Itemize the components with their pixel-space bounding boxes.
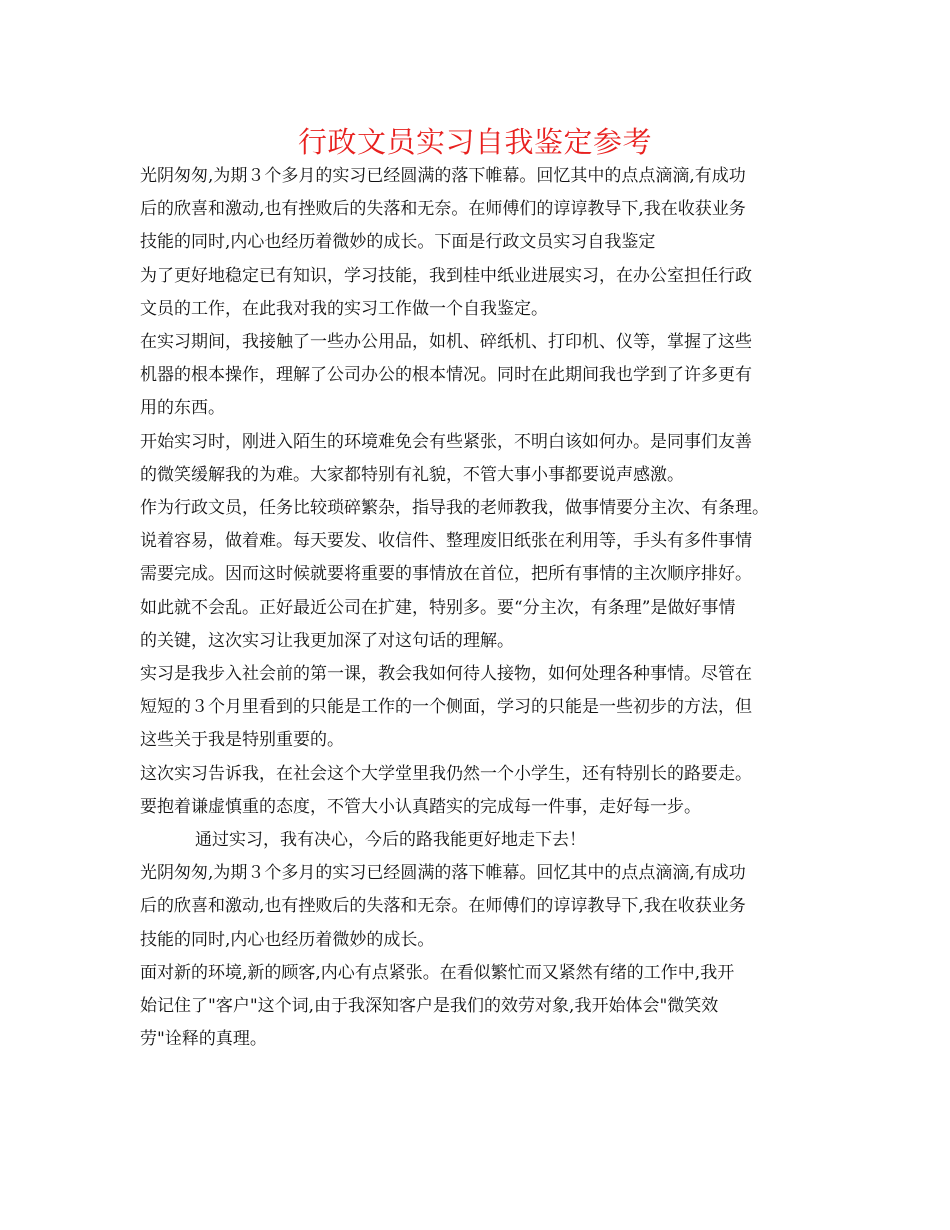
document-body <box>140 160 820 1056</box>
document-title: 行政文员实习自我鉴定参考 <box>297 125 652 159</box>
text-line: 始记住了"客户"这个词,由于我深知客户是我们的效劳对象,我开始体会"微笑效 <box>140 996 719 1017</box>
text-line: 文员的工作，在此我对我的实习工作做一个自我鉴定。 <box>140 298 548 319</box>
text-line: 这次实习告诉我，在社会这个大学堂里我仍然一个小学生，还有特别长的路要走。 <box>140 763 752 784</box>
text-line: 这些关于我是特别重要的。 <box>140 730 344 751</box>
text-line: 技能的同时,内心也经历着微妙的成长。下面是行政文员实习自我鉴定 <box>140 232 656 253</box>
text-line: 技能的同时,内心也经历着微妙的成长。 <box>140 929 435 950</box>
text-line: 在实习期间，我接触了一些办公用品，如机、碎纸机、打印机、仪等，掌握了这些 <box>140 332 752 353</box>
text-line: 实习是我步入社会前的第一课，教会我如何待人接物，如何处理各种事情。尽管在 <box>140 664 752 685</box>
text-line: 说着容易，做着难。每天要发、收信件、整理废旧纸张在利用等，手头有多件事情 <box>140 531 752 552</box>
text-line: 需要完成。因而这时候就要将重要的事情放在首位，把所有事情的主次顺序排好。 <box>140 564 752 585</box>
text-line: 为了更好地稳定已有知识，学习技能，我到桂中纸业进展实习，在办公室担任行政 <box>140 265 752 286</box>
text-line: 开始实习时，刚进入陌生的环境难免会有些紧张，不明白该如何办。是同事们友善 <box>140 431 752 452</box>
text-line: 劳"诠释的真理。 <box>140 1029 267 1050</box>
text-line: 的关键，这次实习让我更加深了对这句话的理解。 <box>140 630 514 651</box>
text-line: 面对新的环境,新的顾客,内心有点紧张。在看似繁忙而又紧然有绪的工作中,我开 <box>140 962 735 983</box>
text-line: 光阴匆匆,为期３个多月的实习已经圆满的落下帷幕。回忆其中的点点滴滴,有成功 <box>140 166 746 186</box>
text-line: 要抱着谦虚慎重的态度，不管大小认真踏实的完成每一件事，走好每一步。 <box>140 796 701 817</box>
text-line: 用的东西。 <box>140 398 225 419</box>
text-line: 后的欣喜和激动,也有挫败后的失落和无奈。在师傅们的谆谆教导下,我在收获业务 <box>140 896 746 917</box>
text-line: 通过实习，我有决心，今后的路我能更好地走下去！ <box>195 830 586 851</box>
text-line: 机器的根本操作，理解了公司办公的根本情况。同时在此期间我也学到了许多更有 <box>140 365 752 386</box>
text-line: 如此就不会乱。正好最近公司在扩建，特别多。要“分主次，有条理”是做好事情 <box>140 597 736 618</box>
text-line: 光阴匆匆,为期３个多月的实习已经圆满的落下帷幕。回忆其中的点点滴滴,有成功 <box>140 863 746 884</box>
text-line: 的微笑缓解我的为难。大家都特别有礼貌，不管大事小事都要说声感激。 <box>140 464 684 485</box>
text-line: 后的欣喜和激动,也有挫败后的失落和无奈。在师傅们的谆谆教导下,我在收获业务 <box>140 199 746 220</box>
text-line: 短短的３个月里看到的只能是工作的一个侧面，学习的只能是一些初步的方法，但 <box>140 697 752 718</box>
text-line: 作为行政文员，任务比较琐碎繁杂，指导我的老师教我，做事情要分主次、有条理。 <box>140 498 769 519</box>
